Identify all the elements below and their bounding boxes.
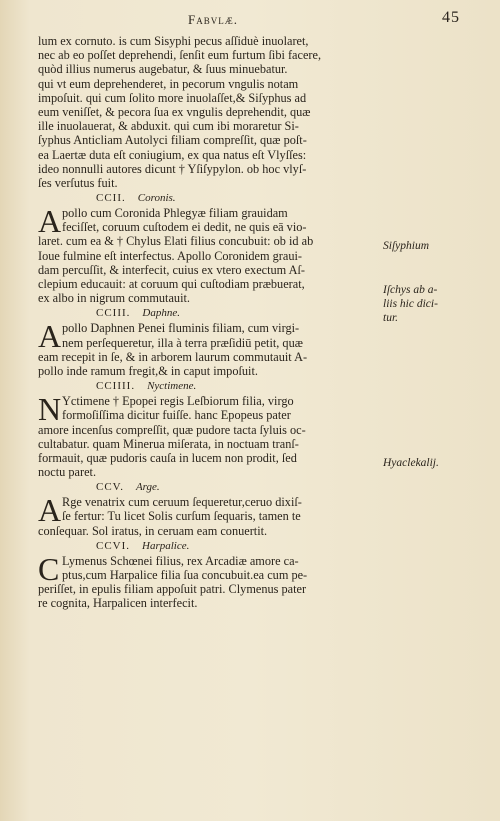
text-line: feciſſet, coruum cuſtodem ei dedit, ne quis eā vio-: [62, 220, 307, 235]
text-line: quòd illius numerus augebatur, & ſuus minuebatur.: [38, 62, 288, 77]
text-line: conſequar. Sol iratus, in ceruam eam conuertit.: [38, 523, 268, 538]
margin-note-line: Hyaclekalij.: [383, 457, 439, 469]
drop-initial: A: [38, 318, 62, 355]
fable-number: CCIII.: [96, 307, 131, 320]
fable-daphne: [38, 318, 380, 378]
text-line: noctu paret.: [38, 465, 97, 480]
text-line: laret. cum ea & † Chylus Elati filius concubuit: ob id ab: [38, 234, 314, 249]
fable-number: CCII.: [96, 192, 126, 205]
fable-heading: [38, 378, 380, 394]
fable-number: CCVI.: [96, 539, 131, 552]
text-line: ille inuolauerat, & abduxit. qui cum ibi moraretur Si-: [38, 119, 299, 134]
text-line: qui vt eum deprehenderet, in pecorum vngulis notam: [38, 76, 299, 91]
text-line: dam percuſſit, & interfecit, cuius ex vtero exectum Aſ-: [38, 262, 306, 277]
text-line: Lymenus Schœnei filius, rex Arcadiæ amore ca-: [62, 553, 299, 568]
text-line: formoſiſſima dicitur fuiſſe. hanc Epopeus pater: [62, 408, 291, 423]
drop-initial: C: [38, 550, 60, 587]
text-line: periſſet, in epulis filiam appoſuit patri. Clymenus pater: [38, 582, 307, 597]
fable-coronis: [38, 203, 380, 306]
text-line: pollo inde ramum fregit,& in caput impoſuit.: [38, 363, 258, 378]
fable-title: Nyctimene.: [147, 380, 197, 393]
text-line: eum veniſſet, & pecora ſua ex vngulis deprehendit, quæ: [38, 104, 311, 119]
text-line: eam recepit in ſe, & in arborem laurum commutauit A-: [38, 349, 308, 364]
fable-heading: [38, 538, 380, 554]
fable-title: Arge.: [135, 481, 160, 494]
margin-note: [383, 239, 483, 253]
margin-note: [383, 283, 483, 326]
text-line: pollo Daphnen Penei fluminis filiam, cum virgi-: [62, 321, 300, 336]
drop-initial: N: [38, 391, 62, 428]
drop-initial: A: [38, 203, 62, 240]
text-line: pollo cum Coronida Phlegyæ filiam grauidam: [62, 206, 288, 221]
fable-harpalice: [38, 550, 380, 611]
text-line: amore incenſus compreſſit, quæ pudore tacta ſyluis oc-: [38, 422, 306, 437]
text-line: ſe fertur: Tu licet Solis curſum ſequaris, tamen te: [62, 509, 301, 524]
text-line: cultabatur. quam Minerua miſerata, in noctuam tranſ-: [38, 436, 299, 451]
fable-title: Daphne.: [142, 307, 180, 320]
text-line: Ioue fulmine eſt interfectus. Apollo Coronidem graui-: [38, 248, 302, 263]
intro-paragraph: [38, 34, 380, 190]
text-line: ideo nonnulli autores dicunt † Yſiſypylon. ob hoc vlyſ-: [38, 161, 307, 176]
text-line: lum ex cornuto. is cum Sisyphi pecus aſſiduè inuolaret,: [38, 34, 309, 48]
fable-title: Coronis.: [137, 192, 176, 205]
fable-title: Harpalice.: [142, 539, 190, 552]
main-text: [38, 34, 380, 611]
text-line: clepium educauit: at coruum qui cuſtodiam præbuerat,: [38, 277, 305, 291]
fable-heading: [38, 479, 380, 495]
fable-number: CCV.: [96, 481, 124, 494]
text-line: impoſuit. qui cum ſolito more inuolaſſet,& Siſyphus ad: [38, 90, 307, 105]
fable-number: CCIIII.: [96, 380, 136, 393]
margin-note-line: Siſyphium: [383, 240, 429, 252]
page-number: 45: [442, 9, 460, 26]
text-line: nem perſequeretur, illa à terra præſidiū petit, quæ: [62, 335, 303, 350]
fable-nyctimene: [38, 391, 380, 480]
margin-note-line: liis hic dici-: [383, 298, 438, 311]
margin-note-line: Iſchys ab a-: [383, 284, 438, 296]
margin-note: [383, 456, 483, 470]
text-line: ex albo in nigrum commutauit.: [38, 291, 190, 306]
text-line: ptus,cum Harpalice filia ſua concubuit.ea cum pe-: [62, 568, 308, 582]
text-line: nec ab eo poſſet deprehendi, ſenſit eum furtum ſibi facere,: [38, 48, 322, 63]
fable-arge: [38, 492, 380, 538]
text-line: ſyphus Anticliam Autolyci filiam compreſſit, quæ poſt-: [38, 133, 307, 148]
text-line: re cognita, Harpalicen interfecit.: [38, 596, 198, 611]
fable-heading: [38, 190, 380, 206]
running-title: Fabvlæ.: [188, 12, 238, 27]
text-line: formauit, quæ pudoris cauſa in lucem non prodit, ſed: [38, 450, 297, 465]
fable-heading: [38, 305, 380, 321]
page-header: [40, 9, 460, 34]
margin-note-line: tur.: [383, 312, 399, 325]
text-line: ſes verſutus fuit.: [38, 175, 118, 190]
text-line: Rge venatrix cum ceruum ſequeretur,ceruo dixiſ-: [62, 495, 302, 510]
drop-initial: A: [38, 492, 62, 529]
text-line: Yctimene † Epopei regis Leſbiorum filia, virgo: [62, 394, 294, 409]
text-line: ea Laertæ duta eſt coniugium, ex qua natus eſt Vlyſſes:: [38, 147, 307, 162]
